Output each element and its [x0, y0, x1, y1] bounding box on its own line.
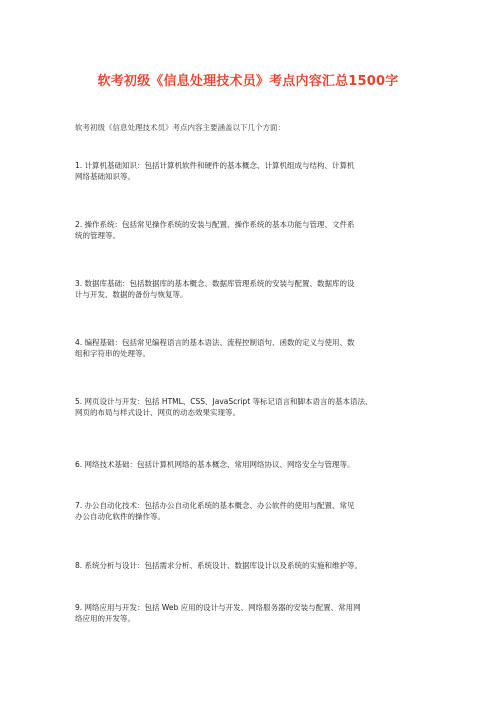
- list-item-4: [75, 337, 455, 359]
- list-item-9: [75, 602, 455, 624]
- list-item-line: 组和字符串的处理等。: [75, 349, 150, 358]
- list-item-line: 3. 数据库基础：包括数据库的基本概念、数据库管理系统的安装与配置、数据库的设: [75, 279, 355, 288]
- list-item-3: [75, 278, 455, 300]
- list-item-line: 统的管理等。: [75, 231, 120, 240]
- list-item-1: [75, 160, 455, 182]
- document-title: 软考初级《信息处理技术员》考点内容汇总1500字: [97, 74, 399, 89]
- list-item-2: [75, 219, 455, 241]
- list-item-line: 计与开发、数据的备份与恢复等。: [75, 290, 188, 299]
- list-item-line: 网络基础知识等。: [75, 172, 135, 181]
- list-item-line: 6. 网络技术基础：包括计算机网络的基本概念、常用网络协议、网络安全与管理等。: [75, 460, 355, 469]
- list-item-line: 7. 办公自动化技术：包括办公自动化系统的基本概念、办公软件的使用与配置、常见: [75, 501, 355, 510]
- list-item-8: [75, 560, 455, 571]
- list-item-line: 9. 网络应用与开发：包括 Web 应用的设计与开发、网络服务器的安装与配置、常用网: [75, 603, 361, 612]
- list-item-line: 网页的布局与样式设计、网页的动态效果实现等。: [75, 408, 240, 417]
- list-item-line: 办公自动化软件的操作等。: [75, 512, 165, 521]
- list-item-line: 4. 编程基础：包括常见编程语言的基本语法、流程控制语句、函数的定义与使用、数: [75, 338, 355, 347]
- list-item-line: 络应用的开发等。: [75, 614, 135, 623]
- list-item-line: 5. 网页设计与开发：包括 HTML、CSS、JavaScript 等标记语言和脚本语言的基本语法、: [75, 397, 373, 406]
- list-item-5: [75, 396, 455, 418]
- list-item-7: [75, 500, 455, 522]
- list-item-6: [75, 459, 455, 470]
- list-item-line: 1. 计算机基础知识：包括计算机软件和硬件的基本概念、计算机组成与结构、计算机: [75, 161, 355, 170]
- intro-paragraph: 软考初级《信息处理技术员》考点内容主要涵盖以下几个方面：: [75, 123, 285, 132]
- list-item-line: 8. 系统分析与设计：包括需求分析、系统设计、数据库设计以及系统的实施和维护等。: [75, 561, 363, 570]
- list-item-line: 2. 操作系统：包括常见操作系统的安装与配置、操作系统的基本功能与管理、文件系: [75, 220, 355, 229]
